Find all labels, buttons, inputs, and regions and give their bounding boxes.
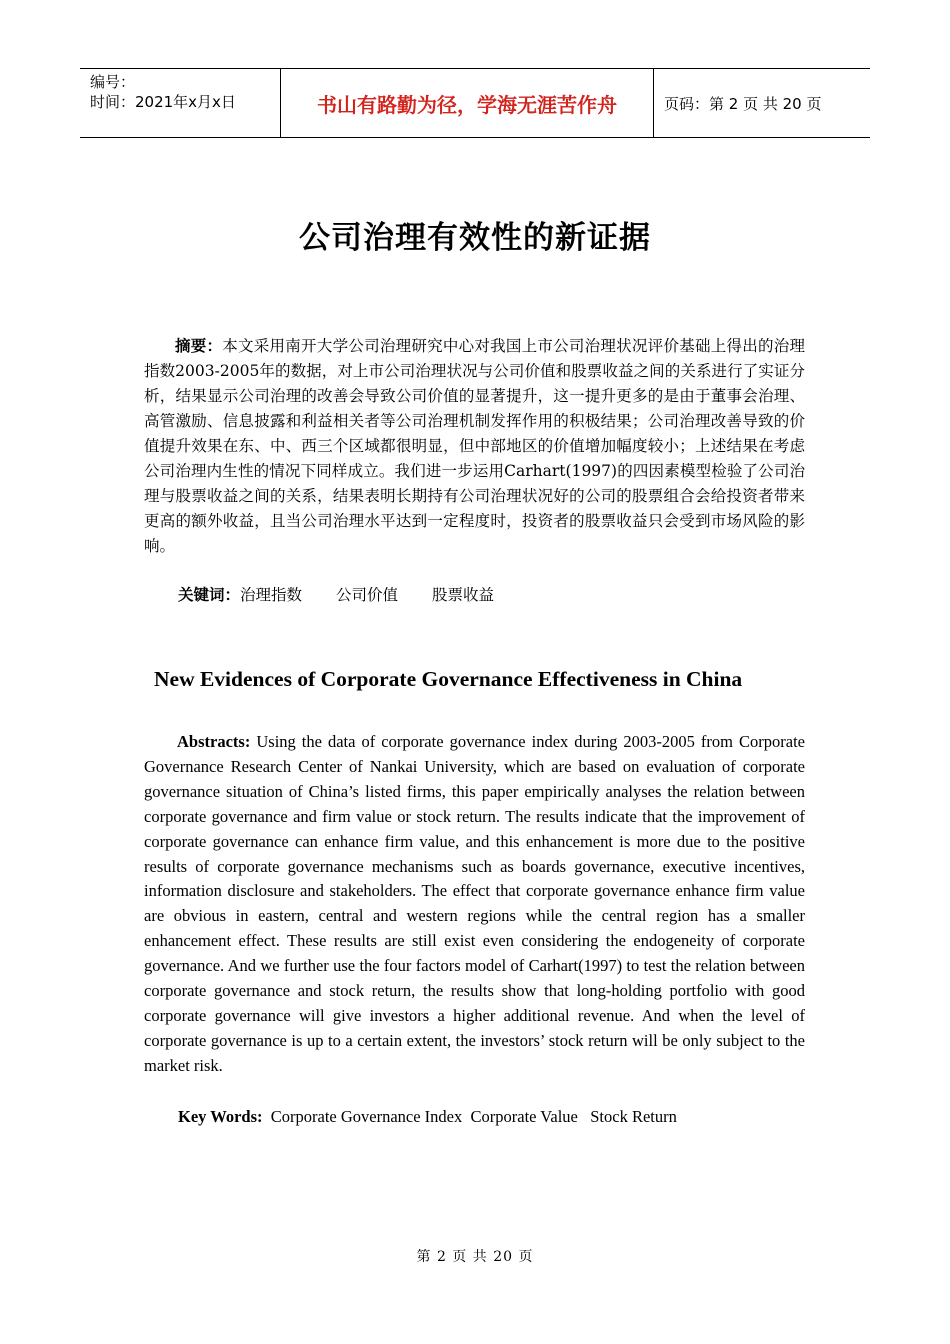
page-footer: 第 2 页 共 20 页 — [416, 1249, 534, 1265]
chinese-keyword: 股票收益 — [432, 586, 495, 604]
chinese-abstract — [144, 333, 805, 559]
english-keywords-text: Corporate Governance Index Corporate Value Stock Return — [262, 1107, 677, 1126]
chinese-keywords-label: 关键词： — [178, 585, 241, 604]
english-keywords-label: Key Words: — [178, 1107, 263, 1126]
english-keywords — [178, 1104, 798, 1129]
chinese-keywords — [178, 582, 778, 608]
english-title: New Evidences of Corporate Governance Effectiveness in China — [154, 667, 743, 691]
header-motto: 书山有路勤为径，学海无涯苦作舟 — [281, 69, 654, 137]
chinese-abstract-label: 摘要： — [175, 336, 223, 355]
header-meta — [80, 69, 281, 137]
document-title: 公司治理有效性的新证据 — [299, 220, 651, 256]
english-abstract — [144, 730, 805, 1079]
english-abstract-label: Abstracts: — [177, 732, 251, 751]
page-header — [80, 68, 870, 138]
chinese-abstract-text: 本文采用南开大学公司治理研究中心对我国上市公司治理状况评价基础上得出的治理指数2003-2005年的数据，对上市公司治理状况与公司价值和股票收益之间的关系进行了实证分析，结果显示公司治理的改善会导致公司价值的显著提升，这一提升更多的是由于董事会治理、高管激励、信息披露和利益相关者等公司治理机制发挥作用的积极结果；公司治理改善导致的价值提升效果在东、中、西三个区域都很明显，但中部地区的价值增加幅度较小；上述结果在考虑公司治理内生性的情况下同样成立。我们进一步运用Carhart(1997)的四因素模型检验了公司治理与股票收益之间的关系，结果表明长期持有公司治理状况好的公司的股票组合会给投资者带来更高的额外收益，且当公司治理水平达到一定程度时，投资者的股票收益只会受到市场风险的影响。 — [144, 337, 805, 555]
chinese-keyword: 治理指数 — [240, 586, 303, 604]
english-abstract-text: Using the data of corporate governance index during 2003-2005 from Corporate Governance Research Center of Nankai University, which are based on evaluation of corporate governance situation of China’s listed firms, this paper empirically analyses the relation between corporate governance and firm value or stock return. The results indicate that the improvement of corporate governance can enhance firm value, and this enhancement is more due to the positive results of corporate governance mechanisms such as boards governance, executive incentives, information disclosure and stakeholders. The effect that corporate governance enhance firm value are obvious in eastern, central and western regions while the central region has a smaller enhancement effect. These results are still exist even considering the endogeneity of corporate governance. And we further use the four factors model of Carhart(1997) to test the relation between corporate governance and stock return, the results show that long-holding portfolio with good corporate governance will give investors a higher additional revenue. And when the level of corporate governance is up to a certain extent, the investors’ stock return will be only subject to the market risk. — [144, 732, 805, 1075]
document-number-label: 编号： — [90, 73, 136, 91]
header-page-label: 页码：第 2 页 共 20 页 — [664, 94, 822, 113]
chinese-keyword: 公司价值 — [336, 586, 399, 604]
document-time-label: 时间：2021年x月x日 — [90, 93, 236, 111]
